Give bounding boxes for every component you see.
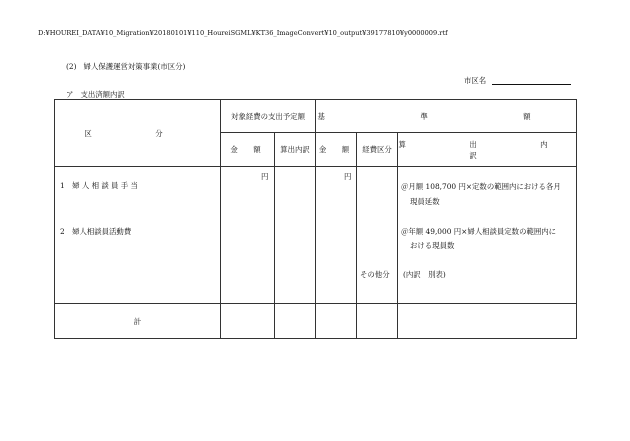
body-category-cell [55, 167, 221, 304]
body-calc-breakdown-cell-2 [398, 167, 577, 304]
row-label: 1 婦 人 相 談 員 手 当 [60, 181, 138, 190]
body-amount-cell-2 [316, 167, 357, 304]
header-standard-amount: 基 準 額 [316, 100, 577, 133]
yen-unit: 円 [261, 172, 269, 181]
header-category: 区 分 [55, 100, 221, 167]
section-heading [66, 61, 185, 72]
city-name-line [492, 84, 571, 85]
calc-line: ＠年額 49,000 円×婦人相談員定数の範囲内に [401, 227, 557, 236]
total-calc-cell [275, 304, 316, 339]
calc-line: 現員延数 [410, 197, 440, 206]
total-expense-category-cell [357, 304, 398, 339]
total-amount-cell-2 [316, 304, 357, 339]
file-path: D:¥HOUREI_DATA¥10_Migration¥20180101¥110_HoureiSGML¥KT36_ImageConvert¥10_output¥39177810¥y0000009.rtf [38, 29, 448, 37]
header-calc-breakdown: 算出内訳 [275, 133, 316, 167]
section-number: (2) [66, 62, 77, 71]
body-amount-cell [221, 167, 275, 304]
header-expense-category: 経費区分 [357, 133, 398, 167]
expense-category-value: その他分 [360, 270, 390, 279]
section-title: 婦人保護運営対策事業(市区分) [83, 62, 186, 71]
header-amount: 金 額 [221, 133, 275, 167]
total-label: 計 [55, 304, 221, 339]
header-amount-2: 金 額 [316, 133, 357, 167]
calc-line: (内訳 別表) [403, 270, 446, 279]
city-name-label: 市区名 [464, 76, 487, 85]
header-planned-expense: 対象経費の支出予定額 [221, 100, 316, 133]
yen-unit: 円 [344, 172, 352, 181]
total-calc-cell-2 [398, 304, 577, 339]
calc-line: ＠月額 108,700 円×定数の範囲内における各月 [401, 182, 561, 191]
expense-table [54, 99, 611, 339]
body-calc-breakdown-cell [275, 167, 316, 304]
header-calc-breakdown-2: 算 出 内 訳 [398, 133, 577, 167]
subsection-title: 支出済額内訳 [80, 90, 125, 99]
calc-line: おける現員数 [410, 241, 455, 250]
body-expense-category-cell [357, 167, 398, 304]
row-label: 2 婦人相談員活動費 [60, 227, 132, 236]
subsection-marker: ア [66, 90, 74, 99]
total-amount-cell [221, 304, 275, 339]
